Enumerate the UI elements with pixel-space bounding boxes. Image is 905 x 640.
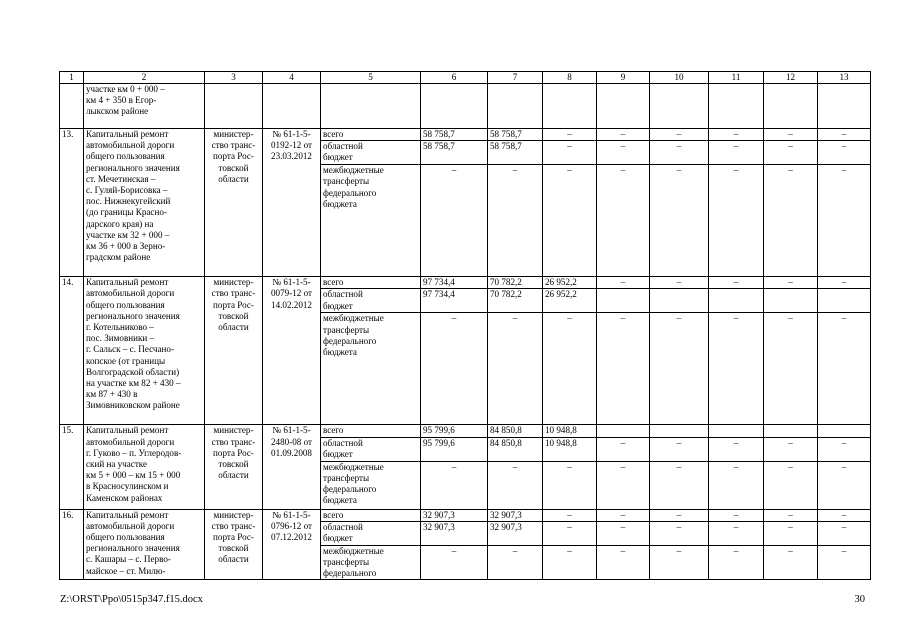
amount-cell: – <box>764 461 818 509</box>
amount-cell: 10 948,8 <box>543 437 597 461</box>
amount-cell: – <box>650 165 709 277</box>
table-row <box>60 425 871 437</box>
amount-cell: 70 782,2 <box>488 289 543 313</box>
amount-cell: 26 952,2 <box>543 277 597 289</box>
amount-cell: – <box>543 129 597 141</box>
amount-cell: – <box>597 165 650 277</box>
amount-cell: – <box>650 461 709 509</box>
amount-cell: – <box>543 313 597 425</box>
amount-cell: – <box>764 165 818 277</box>
amount-cell: – <box>597 277 650 289</box>
amount-cell <box>650 289 709 313</box>
amount-cell: – <box>818 165 871 277</box>
amount-cell: – <box>543 509 597 521</box>
col-header-7: 7 <box>488 72 543 84</box>
col-header-10: 10 <box>650 72 709 84</box>
col-header-8: 8 <box>543 72 597 84</box>
col-header-4: 4 <box>263 72 321 84</box>
funding-source-label: областной бюджет <box>321 521 421 545</box>
amount-cell: – <box>597 141 650 165</box>
table-row <box>60 277 871 289</box>
amount-cell: – <box>709 165 764 277</box>
amount-cell <box>818 289 871 313</box>
funding-source-label: межбюджетные трансферты федерального бюджета <box>321 165 421 277</box>
amount-cell <box>818 425 871 437</box>
amount-cell: 10 948,8 <box>543 425 597 437</box>
amount-cell: 26 952,2 <box>543 289 597 313</box>
amount-cell: 95 799,6 <box>421 437 488 461</box>
amount-cell: – <box>421 545 488 580</box>
amount-cell: 97 734,4 <box>421 277 488 289</box>
row-number: 13. <box>60 129 84 277</box>
amount-cell: – <box>650 545 709 580</box>
amount-cell: – <box>597 545 650 580</box>
row-number: 15. <box>60 425 84 509</box>
col-header-5: 5 <box>321 72 421 84</box>
amount-cell: – <box>597 313 650 425</box>
amount-cell: – <box>818 461 871 509</box>
amount-cell <box>597 425 650 437</box>
amount-cell: 58 758,7 <box>421 141 488 165</box>
funding-source-label: межбюджетные трансферты федерального <box>321 545 421 580</box>
row-ministry: министер- ство транс- порта Рос- товской области <box>205 129 263 277</box>
amount-cell: – <box>818 437 871 461</box>
amount-cell: 97 734,4 <box>421 289 488 313</box>
continuation-row <box>60 84 871 129</box>
row-project-name: Капитальный ремонт автомобильной дороги г. Гуково – п. Углеродов- ский на участке км 5 + 000 – км 15 + 000 в Красносулинском и Каменском районах <box>84 425 205 509</box>
amount-cell: – <box>764 545 818 580</box>
col-header-9: 9 <box>597 72 650 84</box>
amount-cell <box>650 425 709 437</box>
amount-cell: – <box>818 545 871 580</box>
amount-cell <box>764 289 818 313</box>
col-header-6: 6 <box>421 72 488 84</box>
amount-cell: 84 850,8 <box>488 437 543 461</box>
row-project-name: Капитальный ремонт автомобильной дороги общего пользования регионального значения ст. Мечетинская – с. Гуляй-Борисовка – пос. Нижнекугейский (до границы Красно- дарского края) на участке км 32 + 000 – км 36 + 000 в Зерно- градском районе <box>84 129 205 277</box>
funding-source-label: всего <box>321 509 421 521</box>
amount-cell: – <box>650 141 709 165</box>
funding-source-label: всего <box>321 129 421 141</box>
row-ministry: министер- ство транс- порта Рос- товской области <box>205 509 263 580</box>
row-project-name: Капитальный ремонт автомобильной дороги общего пользования регионального значения с. Кашары – с. Перво- майское – ст. Милю- <box>84 509 205 580</box>
budget-table <box>59 71 871 580</box>
amount-cell: 70 782,2 <box>488 277 543 289</box>
amount-cell: – <box>488 313 543 425</box>
amount-cell: – <box>764 313 818 425</box>
amount-cell: – <box>709 313 764 425</box>
amount-cell: – <box>650 437 709 461</box>
amount-cell: – <box>650 313 709 425</box>
col-header-3: 3 <box>205 72 263 84</box>
header-row <box>60 72 871 84</box>
amount-cell: – <box>421 461 488 509</box>
funding-source-label: всего <box>321 277 421 289</box>
amount-cell: 32 907,3 <box>488 521 543 545</box>
continuation-name: участке км 0 + 000 – км 4 + 350 в Егор- лыкском районе <box>84 84 205 129</box>
amount-cell: – <box>764 437 818 461</box>
amount-cell <box>764 425 818 437</box>
amount-cell: – <box>709 141 764 165</box>
funding-source-label: всего <box>321 425 421 437</box>
funding-source-label: межбюджетные трансферты федерального бюджета <box>321 461 421 509</box>
footer-file-path: Z:\ORST\Ppo\0515p347.f15.docx <box>60 594 203 605</box>
row-project-name: Капитальный ремонт автомобильной дороги общего пользования регионального значения г. Котельниково – пос. Зимовники – г. Сальск – с. Песчано- копское (от границы Волгоградской области) на участке км 82 + 430 – км 87 + 430 в Зимовниковском районе <box>84 277 205 425</box>
amount-cell: 58 758,7 <box>421 129 488 141</box>
amount-cell: – <box>650 509 709 521</box>
col-header-12: 12 <box>764 72 818 84</box>
amount-cell: 84 850,8 <box>488 425 543 437</box>
amount-cell: – <box>488 461 543 509</box>
amount-cell: – <box>764 277 818 289</box>
amount-cell: – <box>543 545 597 580</box>
amount-cell <box>709 289 764 313</box>
amount-cell: – <box>650 277 709 289</box>
amount-cell: – <box>650 521 709 545</box>
row-document: № 61-1-5- 0079-12 от 14.02.2012 <box>263 277 321 425</box>
amount-cell: – <box>818 521 871 545</box>
col-header-2: 2 <box>84 72 205 84</box>
amount-cell: – <box>421 313 488 425</box>
amount-cell: – <box>597 129 650 141</box>
amount-cell: – <box>709 461 764 509</box>
amount-cell: – <box>818 313 871 425</box>
amount-cell: – <box>650 129 709 141</box>
table-row <box>60 509 871 521</box>
amount-cell: – <box>818 129 871 141</box>
amount-cell: 32 907,3 <box>488 509 543 521</box>
amount-cell: – <box>597 461 650 509</box>
row-document: № 61-1-5- 2480-08 от 01.09.2008 <box>263 425 321 509</box>
table-row <box>60 129 871 141</box>
amount-cell: – <box>709 277 764 289</box>
amount-cell: 32 907,3 <box>421 509 488 521</box>
row-ministry: министер- ство транс- порта Рос- товской области <box>205 277 263 425</box>
amount-cell: 32 907,3 <box>421 521 488 545</box>
amount-cell: – <box>543 461 597 509</box>
row-number: 16. <box>60 509 84 580</box>
row-document: № 61-1-5- 0796-12 от 07.12.2012 <box>263 509 321 580</box>
amount-cell: – <box>709 437 764 461</box>
amount-cell: – <box>488 165 543 277</box>
funding-source-label: областной бюджет <box>321 141 421 165</box>
row-number: 14. <box>60 277 84 425</box>
amount-cell: – <box>421 165 488 277</box>
row-document: № 61-1-5- 0192-12 от 23.03.2012 <box>263 129 321 277</box>
amount-cell: – <box>709 129 764 141</box>
amount-cell: – <box>597 437 650 461</box>
amount-cell: – <box>709 521 764 545</box>
funding-source-label: межбюджетные трансферты федерального бюджета <box>321 313 421 425</box>
amount-cell: – <box>709 509 764 521</box>
col-header-11: 11 <box>709 72 764 84</box>
col-header-13: 13 <box>818 72 871 84</box>
amount-cell <box>709 425 764 437</box>
amount-cell: 58 758,7 <box>488 141 543 165</box>
amount-cell: – <box>818 141 871 165</box>
amount-cell: – <box>543 165 597 277</box>
col-header-1: 1 <box>60 72 84 84</box>
amount-cell: 58 758,7 <box>488 129 543 141</box>
amount-cell: – <box>543 521 597 545</box>
amount-cell: – <box>709 545 764 580</box>
row-ministry: министер- ство транс- порта Рос- товской области <box>205 425 263 509</box>
amount-cell: – <box>818 509 871 521</box>
amount-cell <box>597 289 650 313</box>
amount-cell: 95 799,6 <box>421 425 488 437</box>
amount-cell: – <box>597 509 650 521</box>
footer-page-number: 30 <box>854 594 865 605</box>
amount-cell: – <box>764 141 818 165</box>
amount-cell: – <box>764 129 818 141</box>
amount-cell: – <box>818 277 871 289</box>
amount-cell: – <box>597 521 650 545</box>
amount-cell: – <box>764 509 818 521</box>
amount-cell: – <box>764 521 818 545</box>
funding-source-label: областной бюджет <box>321 437 421 461</box>
amount-cell: – <box>488 545 543 580</box>
funding-source-label: областной бюджет <box>321 289 421 313</box>
amount-cell: – <box>543 141 597 165</box>
